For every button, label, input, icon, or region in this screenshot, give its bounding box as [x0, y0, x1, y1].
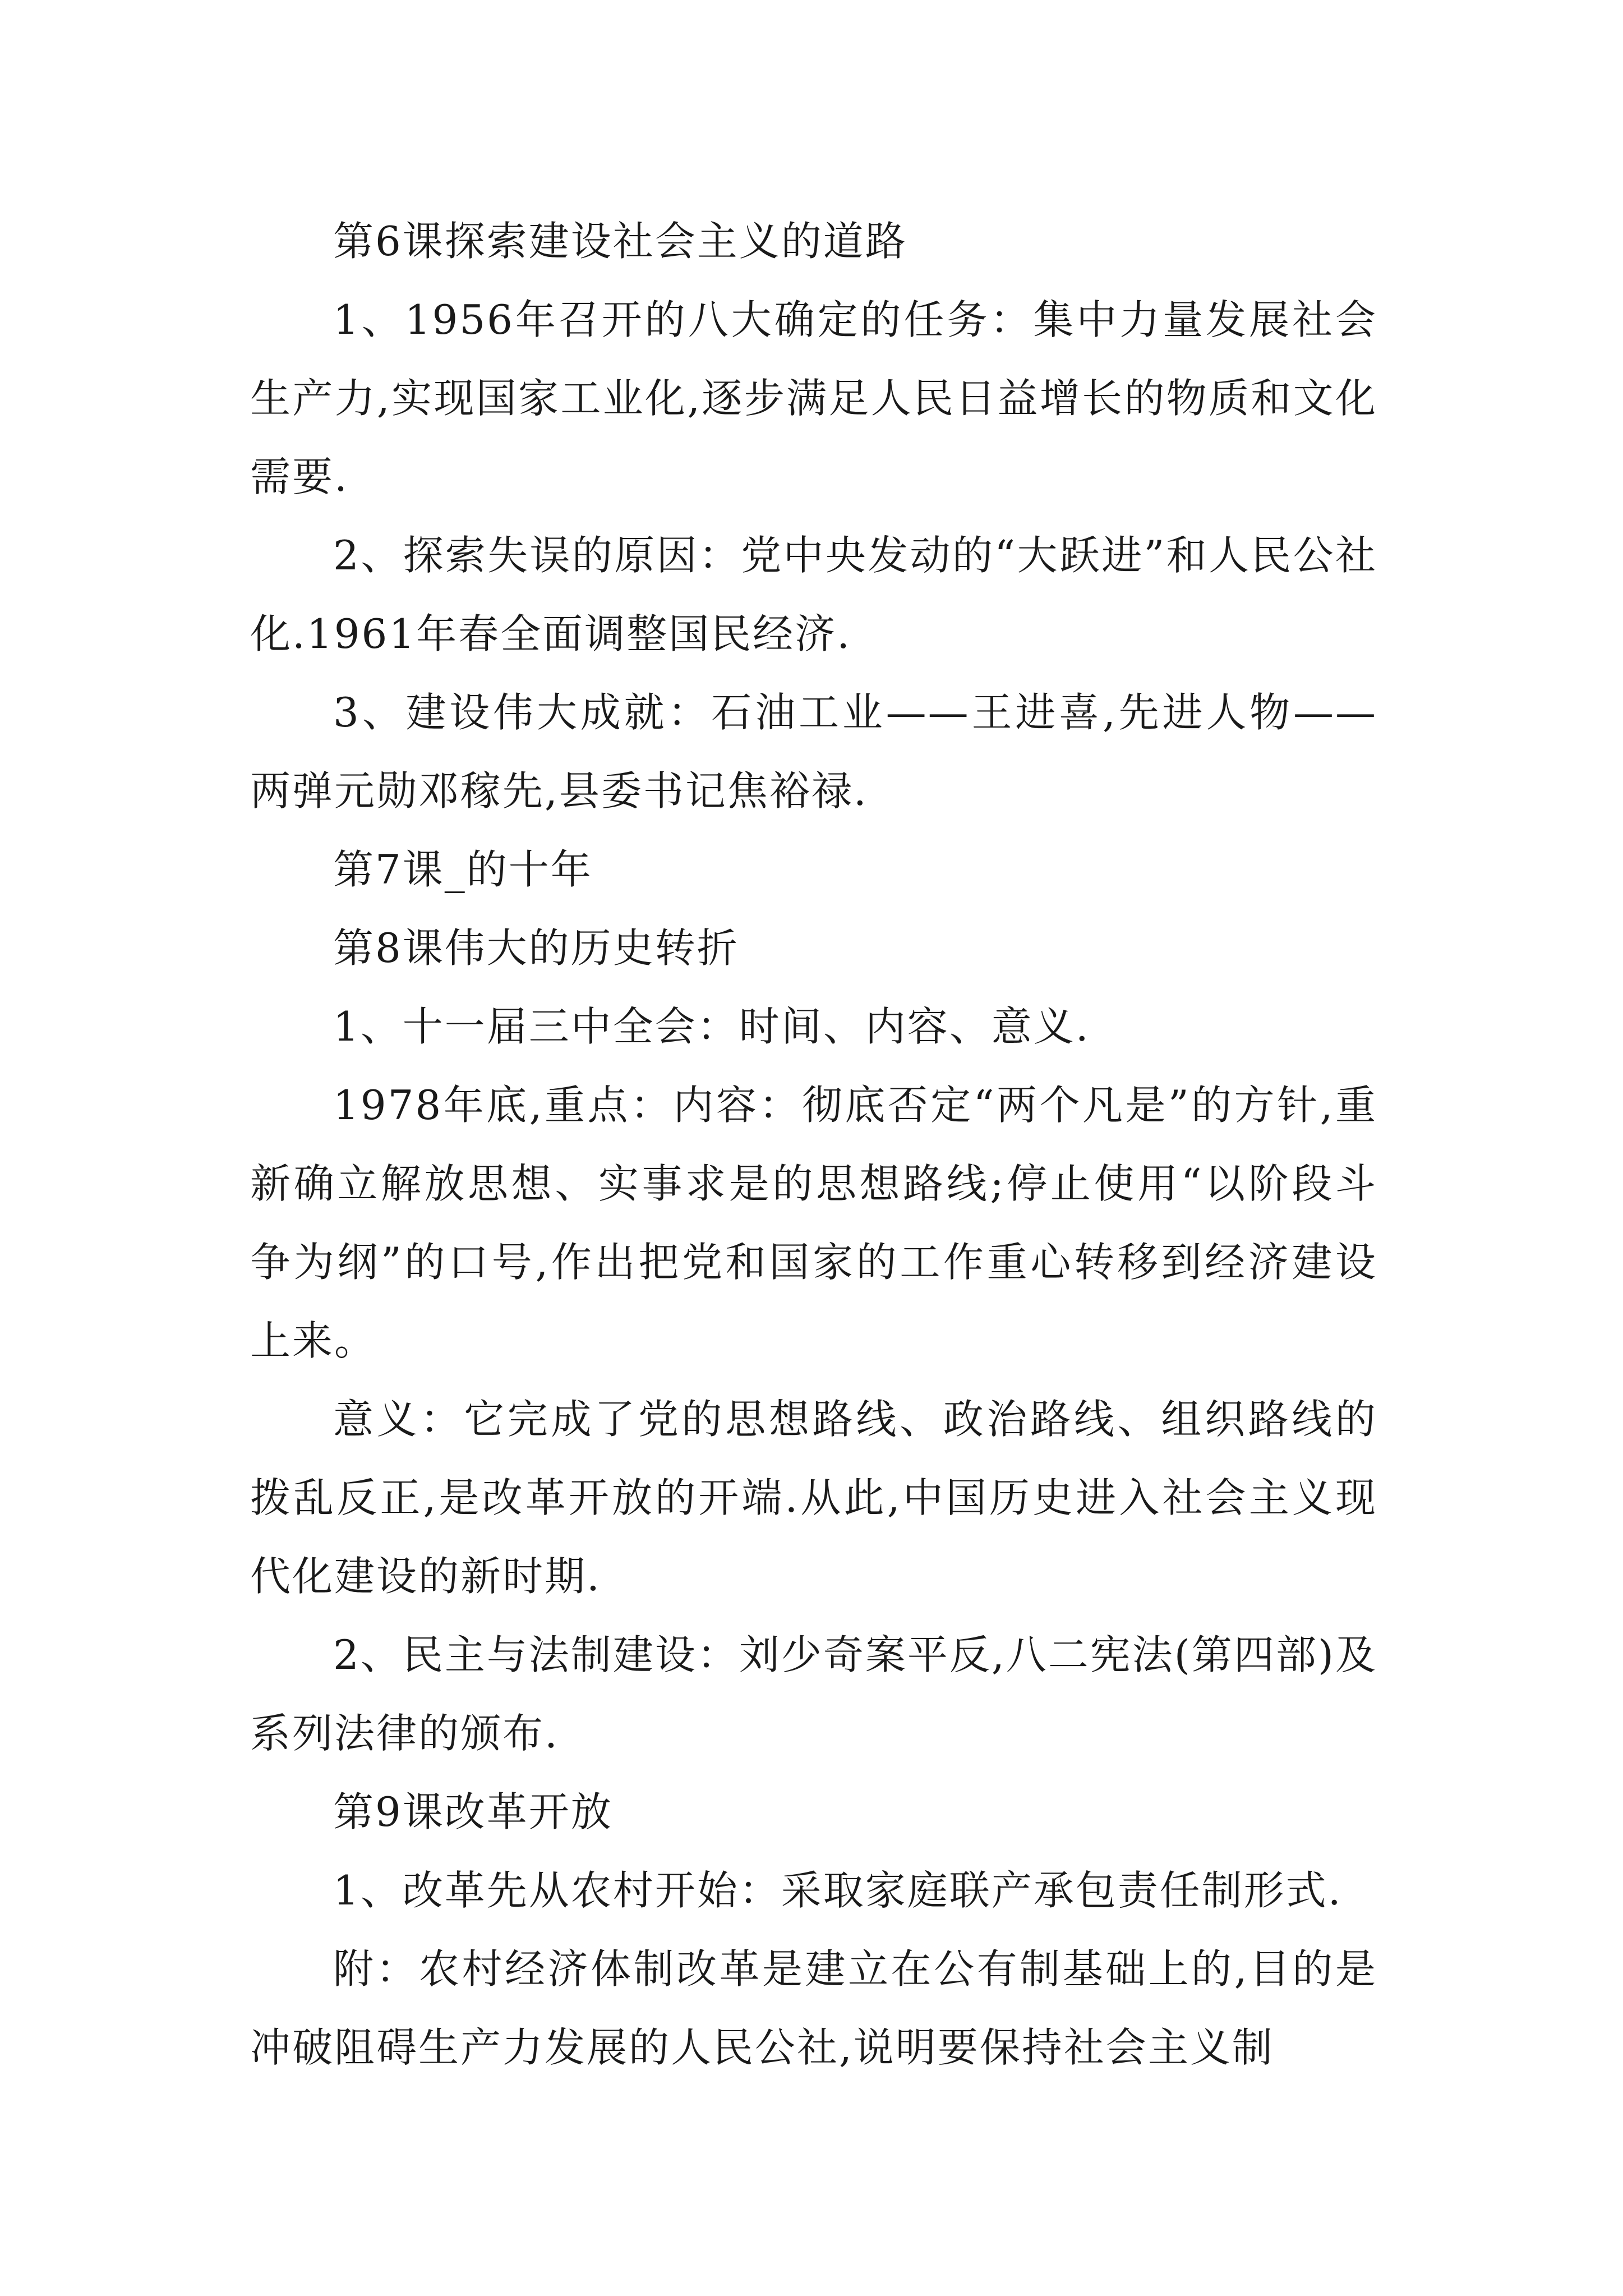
paragraph: 1、1956年召开的八大确定的任务：集中力量发展社会生产力,实现国家工业化,逐步满足人民日益增长的物质和文化需要.: [250, 296, 1377, 500]
paragraph: 附：农村经济体制改革是建立在公有制基础上的,目的是冲破阻碍生产力发展的人民公社,说明要保持社会主义制: [250, 1945, 1377, 2071]
paragraph: 1978年底,重点：内容：彻底否定“两个凡是”的方针,重新确立解放思想、实事求是的思想路线;停止使用“以阶段斗争为纲”的口号,作出把党和国家的工作重心转移到经济建设上来。: [250, 1082, 1377, 1364]
lesson-8-heading: 第8课伟大的历史转折: [333, 924, 739, 972]
lesson-9-heading: 第9课改革开放: [333, 1788, 613, 1835]
paragraph: 1、改革先从农村开始：采取家庭联产承包责任制形式.: [333, 1867, 1343, 1914]
lesson-6-heading: 第6课探索建设社会主义的道路: [333, 218, 907, 265]
document-body: [250, 202, 1377, 2087]
paragraph: 1、十一届三中全会：时间、内容、意义.: [333, 1003, 1090, 1050]
paragraph: 2、民主与法制建设：刘少奇案平反,八二宪法(第四部)及系列法律的颁布.: [250, 1631, 1377, 1757]
paragraph: 3、建设伟大成就：石油工业——王进喜,先进人物——两弹元勋邓稼先,县委书记焦裕禄.: [250, 689, 1377, 815]
paragraph: 2、探索失误的原因：党中央发动的“大跃进”和人民公社化.1961年春全面调整国民经济.: [250, 532, 1377, 657]
lesson-7-heading: 第7课_的十年: [333, 846, 593, 893]
paragraph: 意义：它完成了党的思想路线、政治路线、组织路线的拨乱反正,是改革开放的开端.从此,中国历史进入社会主义现代化建设的新时期.: [250, 1396, 1377, 1600]
